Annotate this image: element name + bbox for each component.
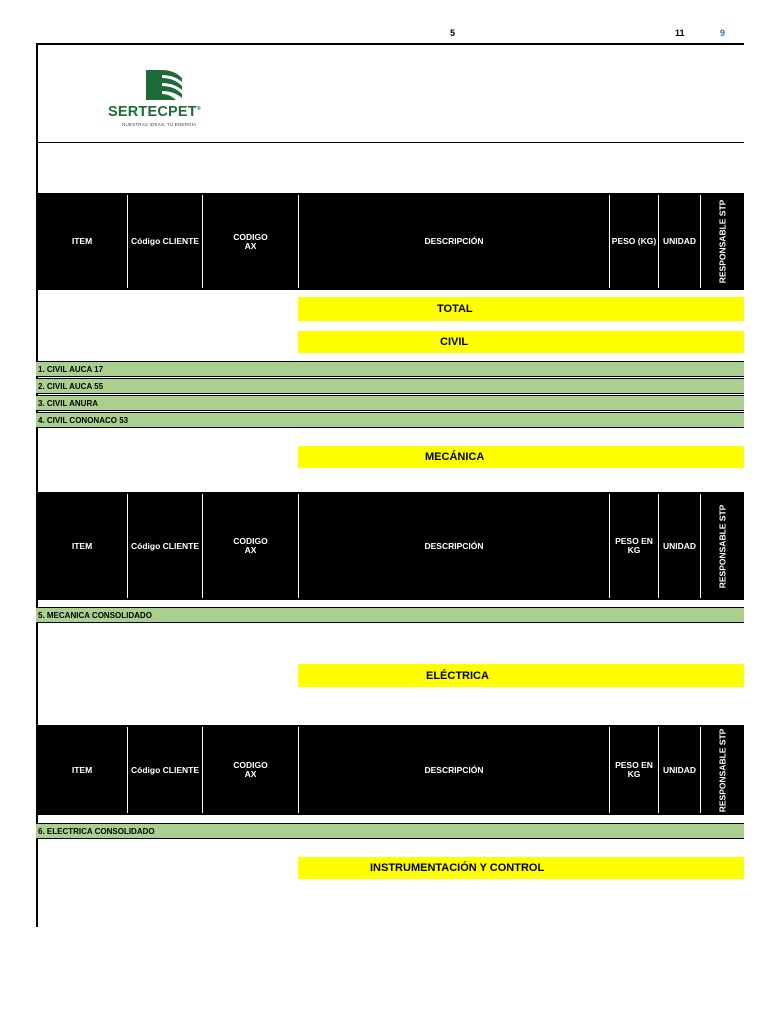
col-codigo-ax: CODIGO AX xyxy=(202,195,298,288)
group-row-electrica-1: 6. ELECTRICA CONSOLIDADO xyxy=(36,823,744,839)
logo-mark-icon xyxy=(144,68,184,102)
col-unidad: UNIDAD xyxy=(658,727,700,813)
col-item: ITEM xyxy=(36,195,128,288)
col-item: ITEM xyxy=(36,494,128,598)
col-codigo-ax: CODIGO AX xyxy=(202,494,298,598)
col-codigo-ax: CODIGO AX xyxy=(202,727,298,813)
col-descripcion: DESCRIPCIÓN xyxy=(298,727,609,813)
col-responsable: RESPONSABLE STP xyxy=(700,727,744,813)
group-row-civil-4: 4. CIVIL CONONACO 53 xyxy=(36,412,744,428)
group-row-civil-3: 3. CIVIL ANURA xyxy=(36,395,744,411)
section-civil: CIVIL xyxy=(298,331,744,353)
col-unidad: UNIDAD xyxy=(658,494,700,598)
col-codigo-cliente: Código CLIENTE xyxy=(127,195,202,288)
section-instrumentacion: INSTRUMENTACIÓN Y CONTROL xyxy=(298,857,744,879)
section-electrica: ELÉCTRICA xyxy=(298,664,744,687)
table-header-electrica xyxy=(36,727,744,815)
group-row-civil-1: 1. CIVIL AUCA 17 xyxy=(36,361,744,377)
col-peso: PESO EN KG xyxy=(609,494,658,598)
col-descripcion: DESCRIPCIÓN xyxy=(298,195,609,288)
col-responsable: RESPONSABLE STP xyxy=(700,494,744,598)
group-row-mecanica-1: 5. MECANICA CONSOLIDADO xyxy=(36,607,744,623)
col-codigo-cliente: Código CLIENTE xyxy=(127,494,202,598)
top-border xyxy=(36,43,744,45)
col-peso: PESO EN KG xyxy=(609,727,658,813)
col-codigo-cliente: Código CLIENTE xyxy=(127,727,202,813)
col-responsable: RESPONSABLE STP xyxy=(700,195,744,288)
col-unidad: UNIDAD xyxy=(658,195,700,288)
group-row-civil-2: 2. CIVIL AUCA 55 xyxy=(36,378,744,394)
page-number-c: 9 xyxy=(720,28,726,38)
page-number-b: 11 xyxy=(675,28,685,38)
table-header-civil xyxy=(36,193,744,290)
logo-wordmark: SERTECPET® xyxy=(108,104,201,120)
logo-divider xyxy=(36,142,744,143)
page-number-a: 5 xyxy=(450,28,456,38)
col-peso: PESO (KG) xyxy=(609,195,658,288)
section-mecanica: MECÁNICA xyxy=(298,446,744,468)
company-logo xyxy=(108,68,220,130)
logo-tagline: NUESTRAS IDEAS, TU ENERGÍA xyxy=(122,122,197,127)
col-descripcion: DESCRIPCIÓN xyxy=(298,494,609,598)
section-total: TOTAL xyxy=(298,297,744,321)
table-header-mecanica xyxy=(36,492,744,600)
col-item: ITEM xyxy=(36,727,128,813)
